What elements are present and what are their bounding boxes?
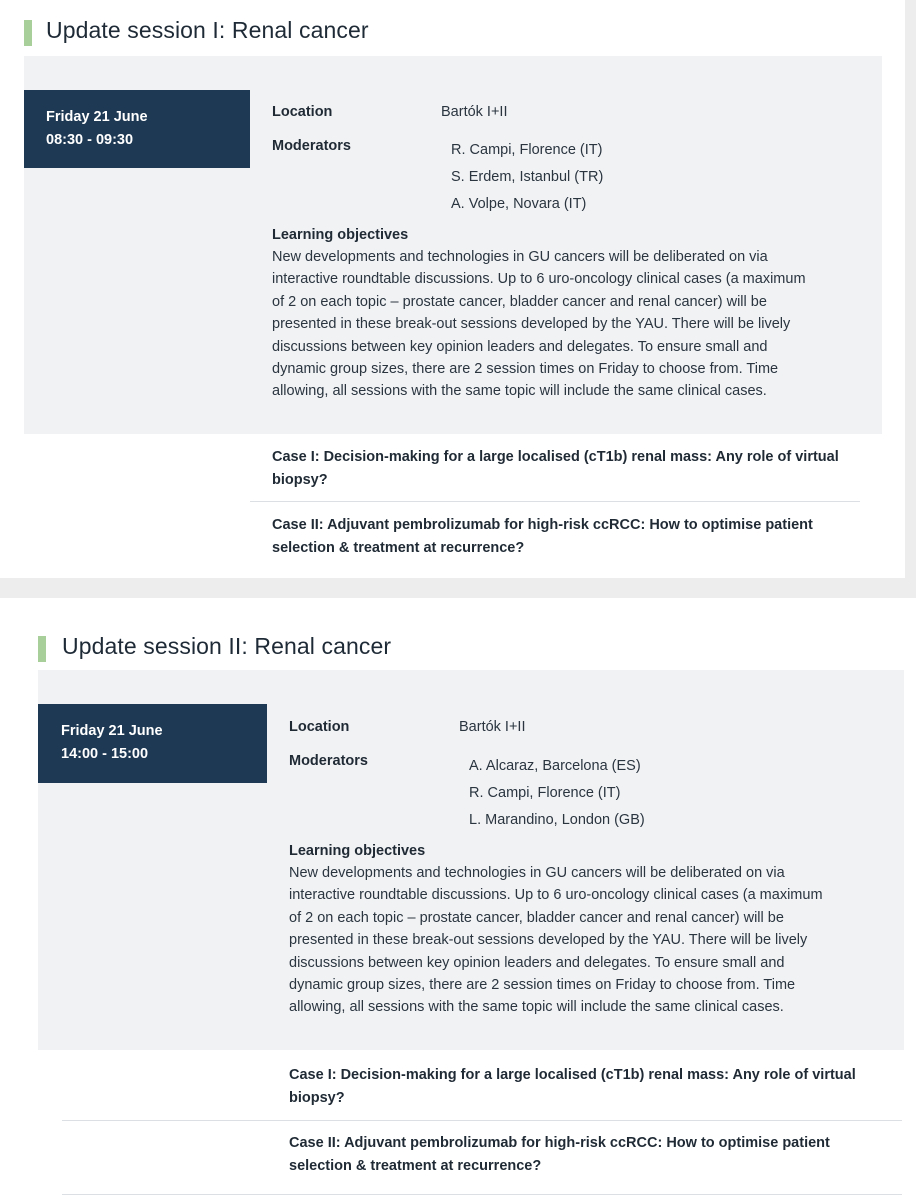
objective-line: presented in these break-out sessions developed by the YAU. There will be lively	[272, 316, 791, 333]
objective-line: discussions between key opinion leaders and delegates. To ensure small and	[272, 338, 768, 355]
location-label: Location	[272, 104, 333, 120]
objective-line: interactive roundtable discussions. Up to 6 uro-oncology clinical cases (a maximum	[289, 887, 823, 904]
session-card	[0, 0, 905, 578]
case-item-2[interactable]	[272, 514, 813, 560]
learning-objectives-text	[289, 862, 823, 1019]
session-date: Friday 21 June	[46, 109, 148, 125]
case-item-2[interactable]	[289, 1132, 830, 1178]
objective-line: discussions between key opinion leaders and delegates. To ensure small and	[289, 954, 785, 971]
objective-line: of 2 on each topic – prostate cancer, bladder cancer and renal cancer) will be	[289, 909, 784, 926]
case-title-line: selection & treatment at recurrence?	[272, 540, 525, 556]
moderator-item: A. Alcaraz, Barcelona (ES)	[469, 758, 641, 774]
session-title: Update session I: Renal cancer	[46, 17, 369, 43]
case-title-line: Case II: Adjuvant pembrolizumab for high-risk ccRCC: How to optimise patient	[289, 1135, 830, 1151]
case-title-line: biopsy?	[272, 472, 328, 488]
objective-line: presented in these break-out sessions developed by the YAU. There will be lively	[289, 932, 808, 949]
learning-objectives-label: Learning objectives	[272, 227, 409, 243]
case-divider	[62, 1194, 902, 1195]
moderators-label: Moderators	[289, 753, 368, 769]
moderators-list	[469, 753, 645, 834]
title-accent-bar	[38, 636, 46, 662]
objective-line: New developments and technologies in GU cancers will be deliberated on via	[289, 865, 785, 881]
location-value: Bartók I+II	[441, 104, 508, 120]
learning-objectives-label: Learning objectives	[289, 843, 426, 859]
objective-line: allowing, all sessions with the same topic will include the same clinical cases.	[289, 999, 784, 1016]
session-date: Friday 21 June	[61, 723, 163, 739]
case-title-line: Case I: Decision-making for a large localised (cT1b) renal mass: Any role of virtual	[289, 1067, 856, 1083]
case-title-line: Case I: Decision-making for a large localised (cT1b) renal mass: Any role of virtual	[272, 449, 839, 465]
session-time: 14:00 - 15:00	[61, 746, 149, 762]
location-value: Bartók I+II	[459, 719, 526, 735]
moderator-item: R. Campi, Florence (IT)	[469, 785, 621, 801]
case-divider	[62, 1120, 902, 1121]
case-title-line: selection & treatment at recurrence?	[289, 1158, 542, 1174]
location-label: Location	[289, 719, 350, 735]
learning-objectives-text	[272, 246, 806, 403]
case-divider	[250, 501, 860, 502]
objective-line: dynamic group sizes, there are 2 session times on Friday to choose from. Time	[272, 361, 779, 378]
session-time: 08:30 - 09:30	[46, 132, 134, 148]
session-datetime-box	[24, 90, 250, 168]
case-title-line: biopsy?	[289, 1090, 345, 1106]
objective-line: interactive roundtable discussions. Up to 6 uro-oncology clinical cases (a maximum	[272, 271, 806, 288]
case-title-line: Case II: Adjuvant pembrolizumab for high-risk ccRCC: How to optimise patient	[272, 517, 813, 533]
objective-line: allowing, all sessions with the same topic will include the same clinical cases.	[272, 383, 767, 400]
session-datetime-box	[38, 704, 267, 783]
moderators-list	[451, 137, 603, 218]
objective-line: New developments and technologies in GU cancers will be deliberated on via	[272, 249, 768, 265]
moderator-item: L. Marandino, London (GB)	[469, 812, 645, 828]
session-card	[0, 598, 916, 1200]
objective-line: of 2 on each topic – prostate cancer, bladder cancer and renal cancer) will be	[272, 293, 767, 310]
moderator-item: S. Erdem, Istanbul (TR)	[451, 169, 604, 185]
case-item-1[interactable]	[289, 1064, 856, 1110]
moderators-label: Moderators	[272, 138, 351, 154]
moderator-item: A. Volpe, Novara (IT)	[451, 196, 587, 212]
objective-line: dynamic group sizes, there are 2 session times on Friday to choose from. Time	[289, 977, 796, 994]
title-accent-bar	[24, 20, 32, 46]
case-item-1[interactable]	[272, 446, 839, 492]
session-title: Update session II: Renal cancer	[62, 633, 392, 659]
moderator-item: R. Campi, Florence (IT)	[451, 142, 603, 158]
